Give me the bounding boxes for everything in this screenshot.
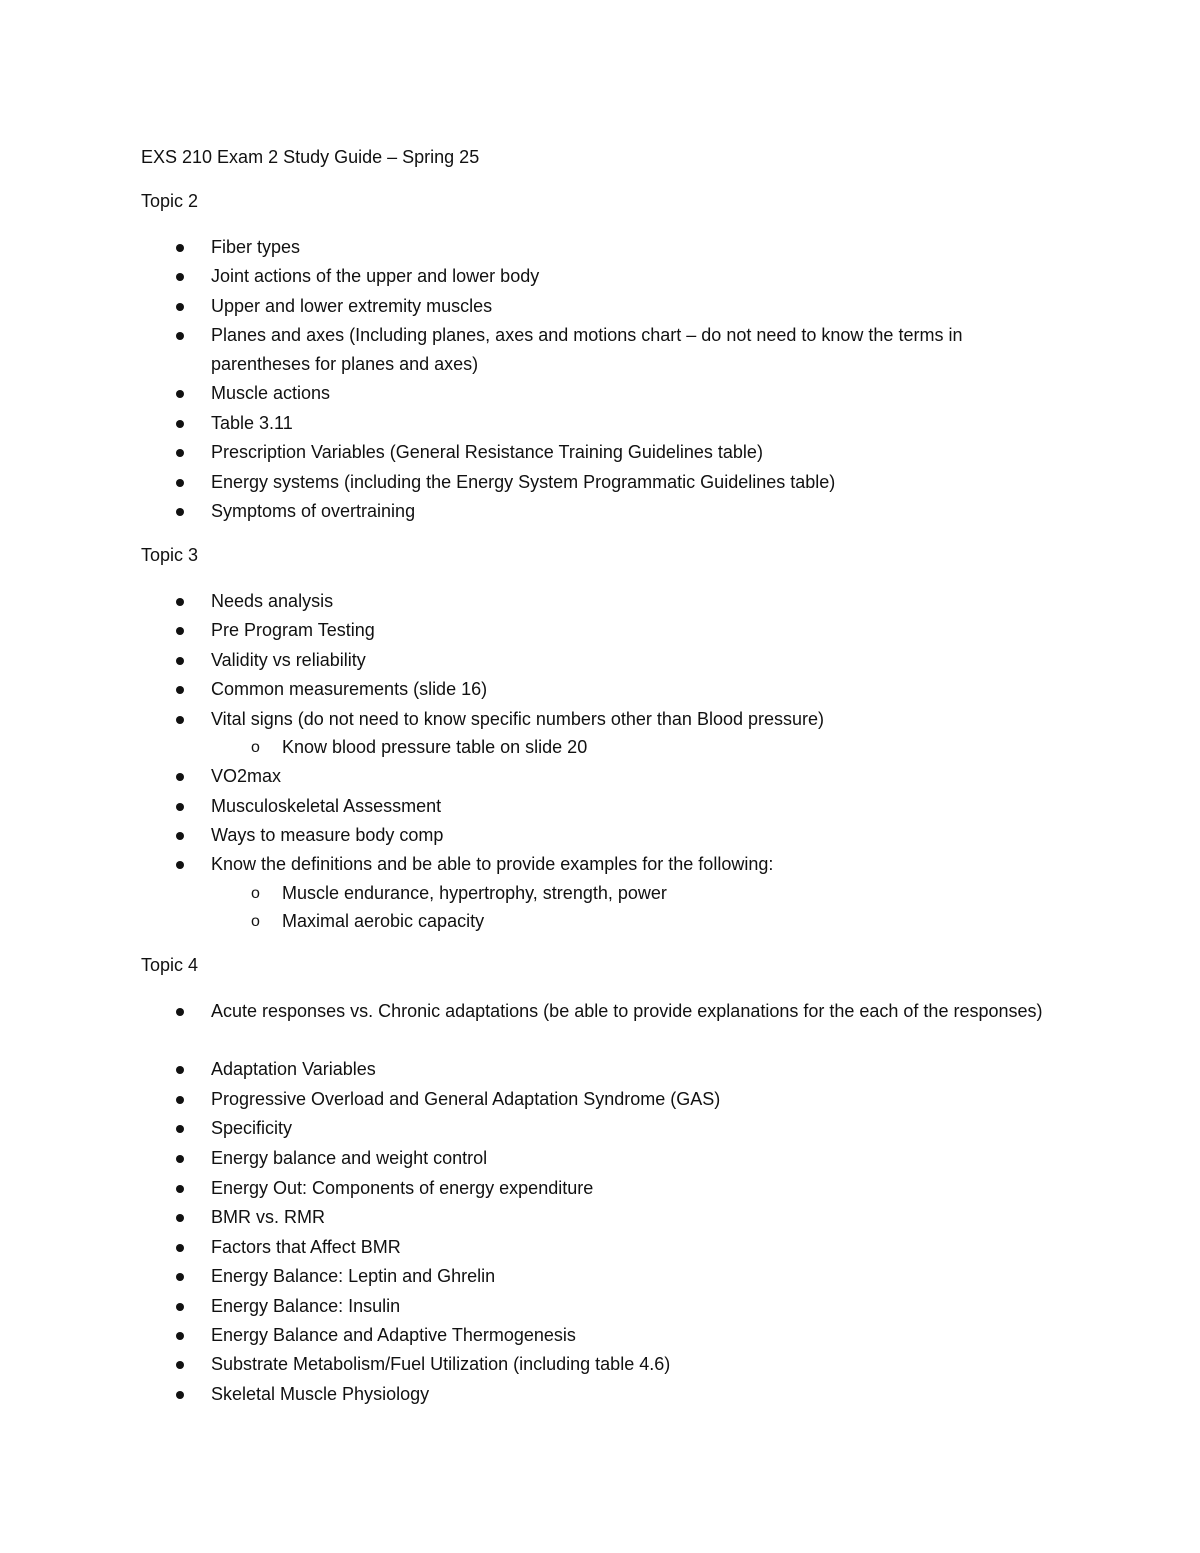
document-title: EXS 210 Exam 2 Study Guide – Spring 25 xyxy=(141,147,480,167)
list-item-text: Energy Balance: Leptin and Ghrelin xyxy=(211,1266,496,1286)
bullet-dot-icon xyxy=(176,390,184,398)
list-item-text: Upper and lower extremity muscles xyxy=(211,296,493,316)
bullet-dot-icon xyxy=(176,1332,184,1340)
bullet-dot-icon xyxy=(176,1066,184,1074)
list-item-text: Energy Out: Components of energy expenditure xyxy=(211,1178,594,1198)
sub-list-item-text: Muscle endurance, hypertrophy, strength, power xyxy=(282,883,667,903)
list-item-text: Table 3.11 xyxy=(211,413,293,433)
sub-list-item-text: Maximal aerobic capacity xyxy=(282,911,485,931)
bullet-dot-icon xyxy=(176,627,184,635)
list-item-text: Pre Program Testing xyxy=(211,620,375,640)
list-item-text: Needs analysis xyxy=(211,591,334,611)
list-item-text: Adaptation Variables xyxy=(211,1059,376,1079)
list-item-text: Prescription Variables (General Resistance Training Guidelines table) xyxy=(211,442,763,462)
bullet-dot-icon xyxy=(176,832,184,840)
bullet-dot-icon xyxy=(176,479,184,487)
list-item-text: VO2max xyxy=(211,766,282,786)
list-item-text: Know the definitions and be able to provide examples for the following: xyxy=(211,854,774,874)
bullet-dot-icon xyxy=(176,1391,184,1399)
list-item-text: Symptoms of overtraining xyxy=(211,501,416,521)
bullet-dot-icon xyxy=(176,1008,184,1016)
bullet-dot-icon xyxy=(176,1273,184,1281)
bullet-dot-icon xyxy=(176,598,184,606)
sub-list-item-text: Know blood pressure table on slide 20 xyxy=(282,737,588,757)
list-item-text: Factors that Affect BMR xyxy=(211,1237,401,1257)
list-item-text: Muscle actions xyxy=(211,383,331,403)
bullet-dot-icon xyxy=(176,303,184,311)
list-item-text: Planes and axes (Including planes, axes and motions chart – do not need to know the terms in parentheses for planes and axes) xyxy=(211,325,963,374)
list-item-text: Energy Balance and Adaptive Thermogenesis xyxy=(211,1325,576,1345)
list-item-text: Energy systems (including the Energy System Programmatic Guidelines table) xyxy=(211,472,836,492)
list-item-text: Joint actions of the upper and lower body xyxy=(211,266,540,286)
list-item-text: Fiber types xyxy=(211,237,301,257)
bullet-dot-icon xyxy=(176,773,184,781)
list-item-text: Validity vs reliability xyxy=(211,650,366,670)
section-heading-topic-4: Topic 4 xyxy=(141,955,199,975)
list-item-text: Ways to measure body comp xyxy=(211,825,444,845)
bullet-dot-icon xyxy=(176,1361,184,1369)
bullet-dot-icon xyxy=(176,1185,184,1193)
sub-bullet-marker: o xyxy=(251,885,260,902)
bullet-dot-icon xyxy=(176,716,184,724)
sub-bullet-marker: o xyxy=(251,913,260,930)
list-item-text: Skeletal Muscle Physiology xyxy=(211,1384,430,1404)
bullet-dot-icon xyxy=(176,420,184,428)
section-heading-topic-3: Topic 3 xyxy=(141,545,199,565)
list-item-text: BMR vs. RMR xyxy=(211,1207,325,1227)
bullet-dot-icon xyxy=(176,1096,184,1104)
list-item-text: Energy balance and weight control xyxy=(211,1148,488,1168)
bullet-dot-icon xyxy=(176,1125,184,1133)
list-item-text: Acute responses vs. Chronic adaptations (be able to provide explanations for the each of the responses) xyxy=(211,1001,1043,1021)
list-item-text: Substrate Metabolism/Fuel Utilization (including table 4.6) xyxy=(211,1354,671,1374)
bullet-dot-icon xyxy=(176,332,184,340)
list-item-text: Common measurements (slide 16) xyxy=(211,679,488,699)
list-item-text: Progressive Overload and General Adaptation Syndrome (GAS) xyxy=(211,1089,721,1109)
list-item-text: Specificity xyxy=(211,1118,293,1138)
bullet-dot-icon xyxy=(176,508,184,516)
list-item-text: Energy Balance: Insulin xyxy=(211,1296,401,1316)
bullet-dot-icon xyxy=(176,1244,184,1252)
bullet-dot-icon xyxy=(176,861,184,869)
list-item-text: Musculoskeletal Assessment xyxy=(211,796,442,816)
bullet-dot-icon xyxy=(176,1303,184,1311)
bullet-dot-icon xyxy=(176,244,184,252)
bullet-dot-icon xyxy=(176,273,184,281)
bullet-dot-icon xyxy=(176,657,184,665)
bullet-dot-icon xyxy=(176,1155,184,1163)
bullet-dot-icon xyxy=(176,449,184,457)
bullet-dot-icon xyxy=(176,1214,184,1222)
bullet-dot-icon xyxy=(176,803,184,811)
list-item-text: Vital signs (do not need to know specific numbers other than Blood pressure) xyxy=(211,709,825,729)
section-heading-topic-2: Topic 2 xyxy=(141,191,199,211)
bullet-dot-icon xyxy=(176,686,184,694)
sub-bullet-marker: o xyxy=(251,739,260,756)
